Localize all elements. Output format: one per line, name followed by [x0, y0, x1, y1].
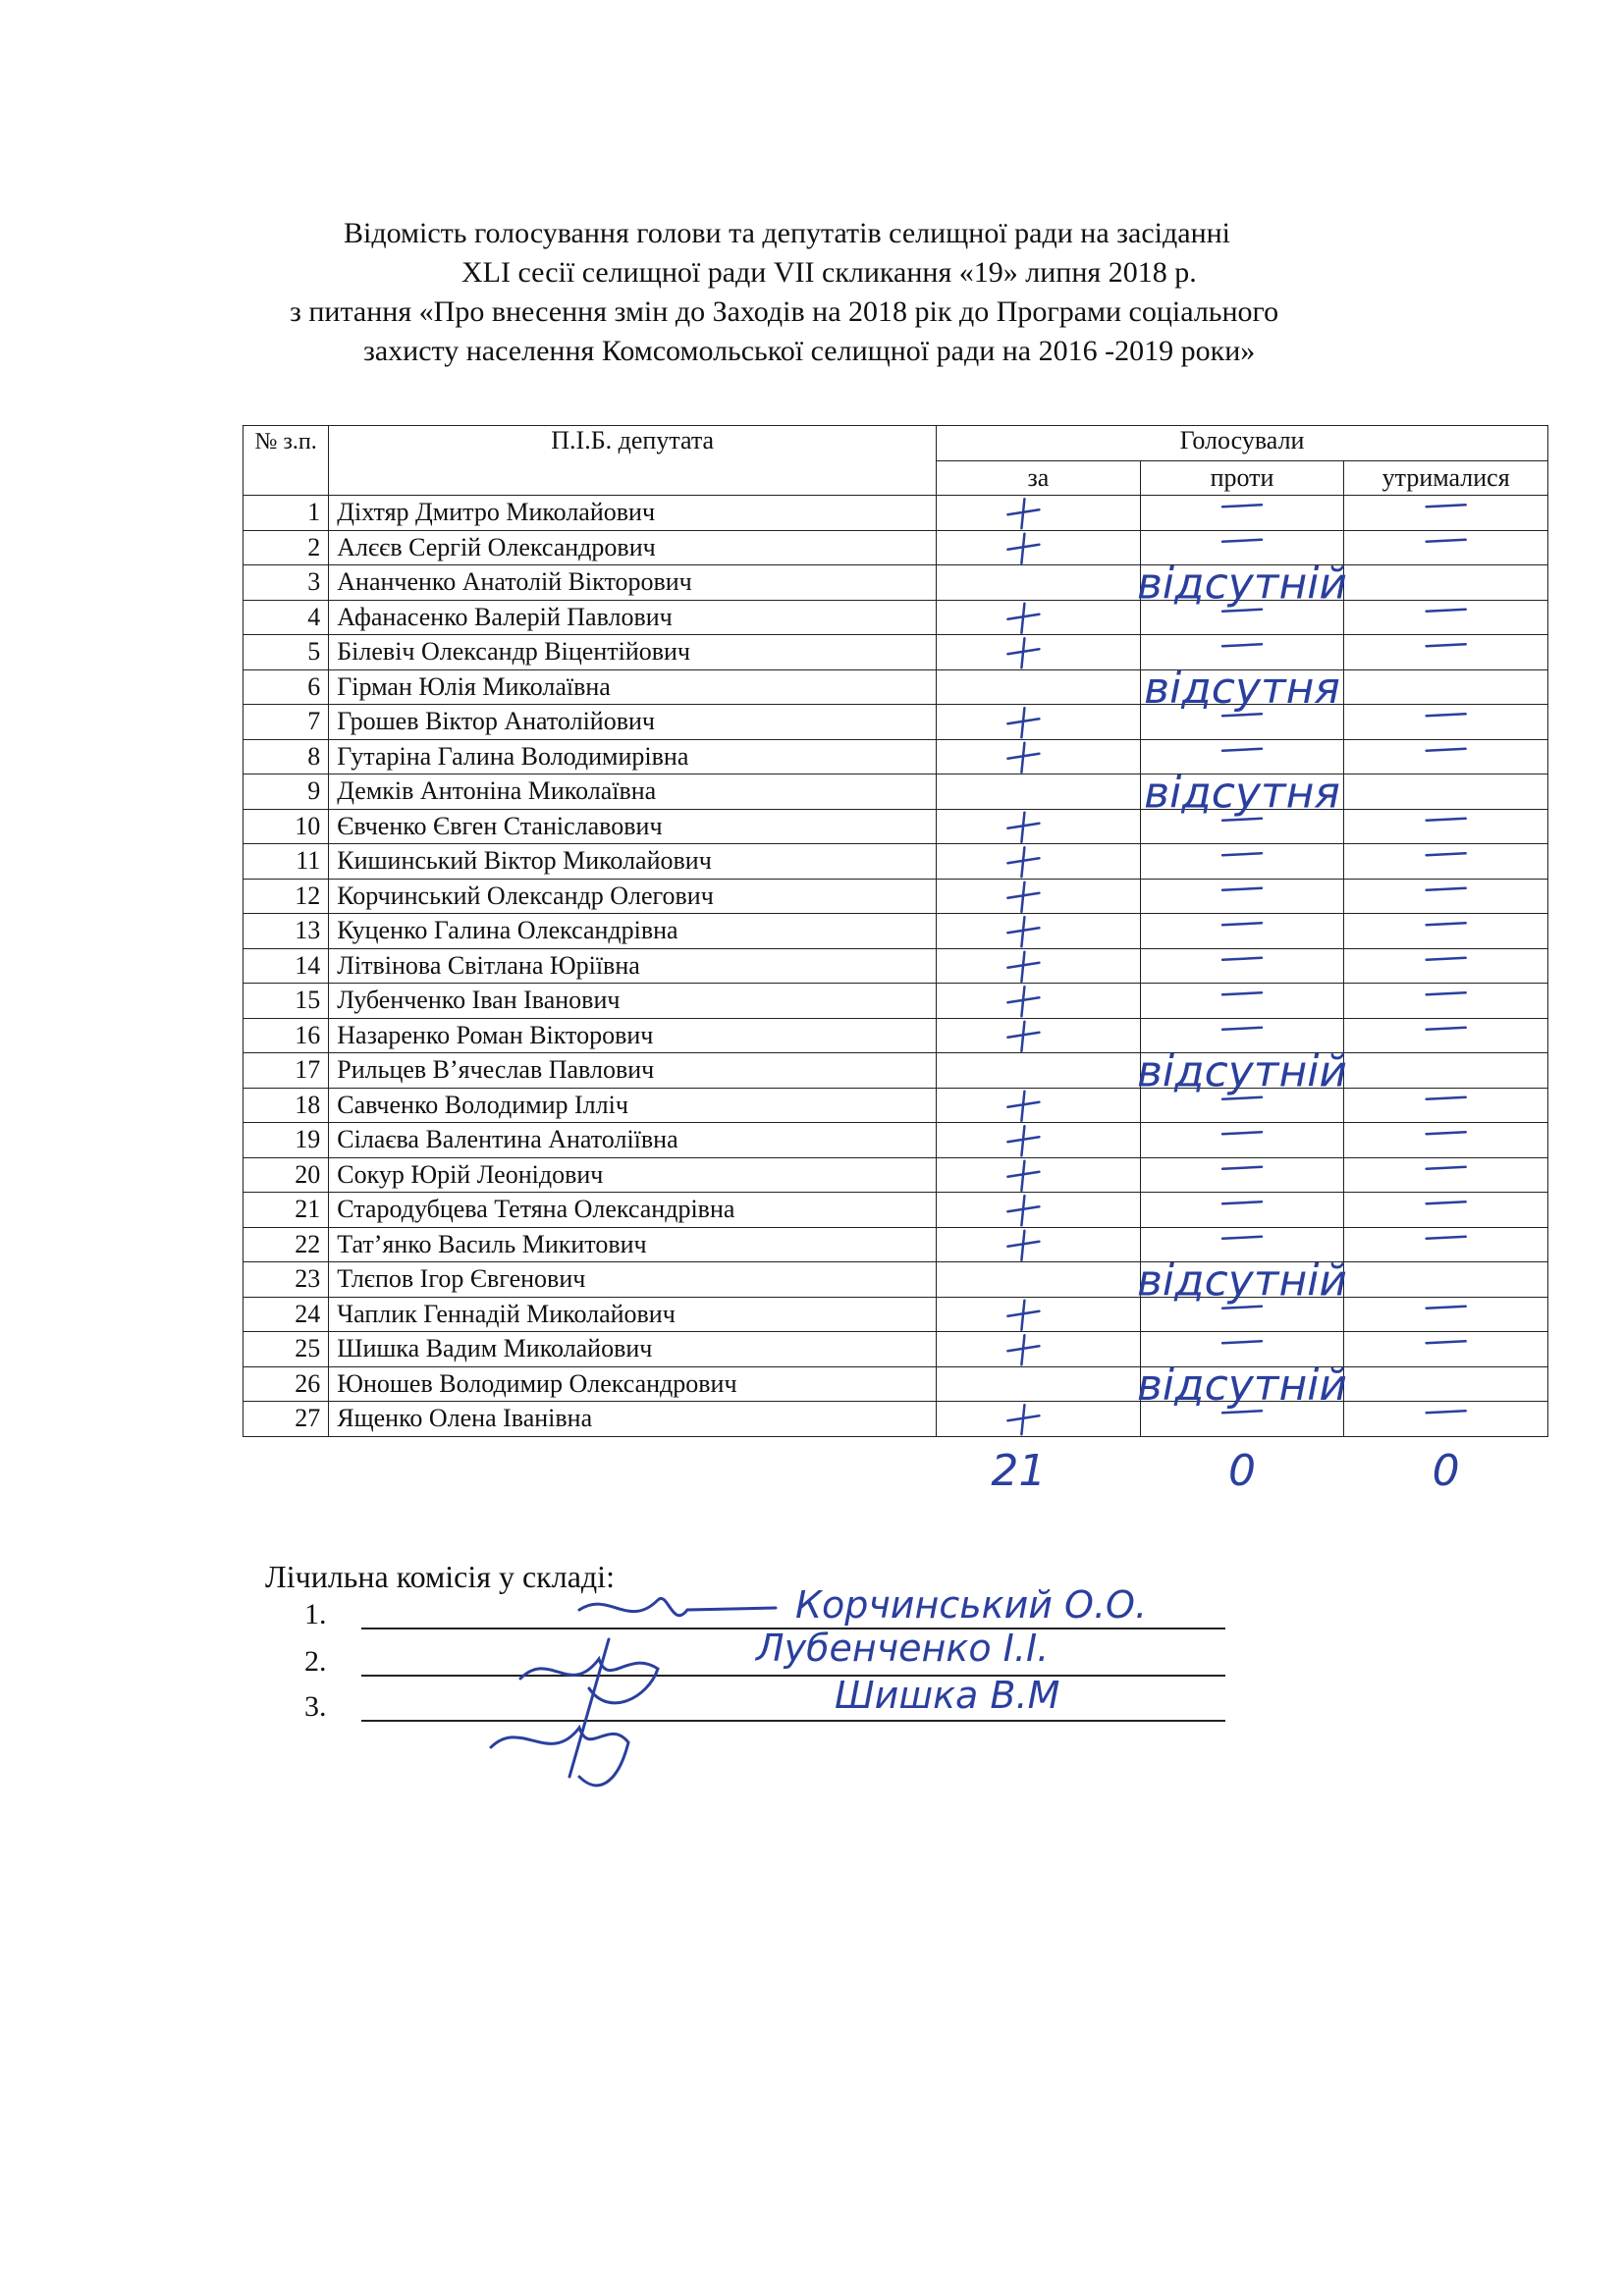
row-number: 10	[244, 809, 329, 844]
deputy-name: Демків Антоніна Миколаївна	[329, 774, 937, 810]
deputy-name: Гірман Юлія Миколаївна	[329, 669, 937, 705]
dash-mark	[1427, 749, 1466, 751]
row-number: 27	[244, 1402, 329, 1437]
deputy-name: Діхтяр Дмитро Миколайович	[329, 496, 937, 531]
dash-mark	[1427, 1028, 1466, 1030]
dash-mark	[1222, 1132, 1262, 1134]
dash-mark	[1222, 958, 1262, 960]
column-header-for: за	[937, 460, 1141, 496]
dash-mark	[1427, 1237, 1466, 1239]
dash-mark	[1427, 540, 1466, 542]
dash-mark	[1427, 819, 1466, 821]
dash-mark	[1222, 610, 1262, 612]
column-header-voted: Голосували	[937, 426, 1548, 461]
total-utrym: 0	[1432, 1446, 1460, 1496]
dash-mark	[1427, 888, 1466, 890]
heading-line-3: з питання «Про внесення змін до Заходів на 2018 рік до Програми соціального	[290, 295, 1279, 328]
plus-mark	[1007, 882, 1039, 912]
deputy-name: Кишинський Віктор Миколайович	[329, 844, 937, 880]
row-number: 2	[244, 530, 329, 565]
total-za: 21	[991, 1446, 1047, 1496]
dash-mark	[1222, 1028, 1262, 1030]
row-number: 9	[244, 774, 329, 810]
row-number: 20	[244, 1157, 329, 1193]
signed-name-1: Корчинський О.О.	[795, 1583, 1148, 1627]
heading-line-1: Відомість голосування голови та депутатів селищної ради на засіданні	[344, 217, 1231, 249]
dash-mark	[1427, 1411, 1466, 1413]
plus-mark	[1007, 1231, 1039, 1260]
dash-mark	[1427, 610, 1466, 612]
dash-mark	[1222, 1167, 1262, 1169]
deputy-name: Савченко Володимир Ілліч	[329, 1088, 937, 1123]
dash-mark	[1222, 749, 1262, 751]
deputy-name: Гутаріна Галина Володимирівна	[329, 739, 937, 774]
dash-mark	[1427, 958, 1466, 960]
plus-mark	[1007, 638, 1039, 667]
plus-mark	[1007, 499, 1039, 528]
deputy-name: Білевіч Олександр Віцентійович	[329, 635, 937, 670]
plus-mark	[1007, 604, 1039, 633]
row-number: 13	[244, 914, 329, 949]
signatures	[461, 1571, 1267, 1787]
row-number: 17	[244, 1053, 329, 1089]
member-number: 1.	[304, 1598, 327, 1630]
member-number: 3.	[304, 1690, 327, 1723]
row-number: 18	[244, 1088, 329, 1123]
row-number: 8	[244, 739, 329, 774]
column-header-abstained: утрималися	[1344, 460, 1548, 496]
dash-mark	[1222, 1411, 1262, 1413]
deputy-name: Ананченко Анатолій Вікторович	[329, 565, 937, 601]
dash-mark	[1222, 819, 1262, 821]
absent-handwritten-label: відсутній	[1137, 1255, 1348, 1307]
deputy-name: Шишка Вадим Миколайович	[329, 1332, 937, 1367]
plus-mark	[1007, 1405, 1039, 1434]
deputy-name: Алєєв Сергій Олександрович	[329, 530, 937, 565]
dash-mark	[1222, 992, 1262, 994]
row-number: 7	[244, 705, 329, 740]
column-header-number: № з.п.	[244, 426, 329, 496]
signed-name-3: Шишка В.М	[835, 1674, 1060, 1717]
row-number: 19	[244, 1123, 329, 1158]
plus-mark	[1007, 952, 1039, 982]
deputy-name: Корчинський Олександр Олегович	[329, 879, 937, 914]
row-number: 4	[244, 600, 329, 635]
dash-mark	[1427, 1097, 1466, 1099]
plus-mark	[1007, 987, 1039, 1016]
plus-mark	[1007, 743, 1039, 773]
absent-handwritten-label: відсутня	[1144, 768, 1340, 819]
row-number: 3	[244, 565, 329, 601]
plus-mark	[1007, 708, 1039, 737]
dash-mark	[1222, 540, 1262, 542]
dash-mark	[1427, 923, 1466, 925]
dash-mark	[1427, 853, 1466, 855]
row-number: 25	[244, 1332, 329, 1367]
dash-mark	[1222, 714, 1262, 716]
total-proty: 0	[1228, 1446, 1257, 1496]
plus-mark	[1007, 1161, 1039, 1191]
deputy-name: Сокур Юрій Леонідович	[329, 1157, 937, 1193]
heading-line-4: захисту населення Комсомольської селищної ради на 2016 -2019 роки»	[363, 335, 1256, 367]
signed-name-2: Лубенченко І.І.	[756, 1627, 1050, 1670]
dash-mark	[1427, 644, 1466, 646]
dash-mark	[1427, 1132, 1466, 1134]
plus-mark	[1007, 1301, 1039, 1330]
heading-line-2: XLI сесії селищної ради VII скликання «19» липня 2018 р.	[461, 256, 1197, 289]
plus-mark	[1007, 813, 1039, 842]
row-number: 21	[244, 1193, 329, 1228]
dash-mark	[1427, 505, 1466, 507]
dash-mark	[1222, 1341, 1262, 1343]
absent-handwritten-label: відсутній	[1137, 559, 1348, 610]
deputy-name: Літвінова Світлана Юріївна	[329, 948, 937, 984]
row-number: 12	[244, 879, 329, 914]
commission-title: Лічильна комісія у складі:	[265, 1559, 615, 1594]
absent-handwritten-label: відсутній	[1137, 1046, 1348, 1097]
deputy-name: Юношев Володимир Олександрович	[329, 1366, 937, 1402]
row-number: 1	[244, 496, 329, 531]
row-number: 16	[244, 1018, 329, 1053]
dash-mark	[1427, 1201, 1466, 1203]
deputy-name: Чаплик Геннадій Миколайович	[329, 1297, 937, 1332]
signature-scribble-3	[491, 1728, 628, 1786]
row-number: 26	[244, 1366, 329, 1402]
dash-mark	[1222, 888, 1262, 890]
dash-mark	[1427, 1341, 1466, 1343]
dash-mark	[1222, 505, 1262, 507]
deputy-name: Сілаєва Валентина Анатоліївна	[329, 1123, 937, 1158]
dash-mark	[1222, 644, 1262, 646]
plus-mark	[1007, 917, 1039, 946]
signature-stroke-4	[569, 1639, 609, 1777]
plus-mark	[1007, 1022, 1039, 1051]
deputy-name: Тлєпов Ігор Євгенович	[329, 1262, 937, 1298]
row-number: 11	[244, 844, 329, 880]
dash-mark	[1427, 992, 1466, 994]
deputy-name: Лубенченко Іван Іванович	[329, 984, 937, 1019]
deputy-name: Куценко Галина Олександрівна	[329, 914, 937, 949]
row-number: 6	[244, 669, 329, 705]
dash-mark	[1222, 853, 1262, 855]
signature-scribble-1	[579, 1598, 776, 1615]
dash-mark	[1222, 923, 1262, 925]
plus-mark	[1007, 847, 1039, 877]
absent-handwritten-label: відсутня	[1144, 663, 1340, 714]
plus-mark	[1007, 1092, 1039, 1121]
deputy-name: Тат’янко Василь Микитович	[329, 1227, 937, 1262]
row-number: 23	[244, 1262, 329, 1298]
deputy-name: Афанасенко Валерій Павлович	[329, 600, 937, 635]
member-number: 2.	[304, 1645, 327, 1678]
deputy-name: Ященко Олена Іванівна	[329, 1402, 937, 1437]
dash-mark	[1222, 1307, 1262, 1308]
dash-mark	[1222, 1097, 1262, 1099]
row-number: 14	[244, 948, 329, 984]
deputy-name: Євченко Євген Станіславович	[329, 809, 937, 844]
row-number: 15	[244, 984, 329, 1019]
signature-scribble-2	[520, 1659, 658, 1703]
plus-mark	[1007, 534, 1039, 563]
row-number: 24	[244, 1297, 329, 1332]
dash-mark	[1427, 1307, 1466, 1308]
deputy-name: Рильцев В’ячеслав Павлович	[329, 1053, 937, 1089]
column-header-name: П.І.Б. депутата	[329, 426, 937, 496]
column-header-against: проти	[1140, 460, 1344, 496]
dash-mark	[1427, 714, 1466, 716]
deputy-name: Грошев Віктор Анатолійович	[329, 705, 937, 740]
plus-mark	[1007, 1335, 1039, 1364]
plus-mark	[1007, 1126, 1039, 1155]
dash-mark	[1222, 1201, 1262, 1203]
row-number: 22	[244, 1227, 329, 1262]
absent-handwritten-label: відсутній	[1137, 1360, 1348, 1411]
dash-mark	[1427, 1167, 1466, 1169]
row-number: 5	[244, 635, 329, 670]
plus-mark	[1007, 1196, 1039, 1225]
dash-mark	[1222, 1237, 1262, 1239]
deputy-name: Назаренко Роман Вікторович	[329, 1018, 937, 1053]
deputy-name: Стародубцева Тетяна Олександрівна	[329, 1193, 937, 1228]
